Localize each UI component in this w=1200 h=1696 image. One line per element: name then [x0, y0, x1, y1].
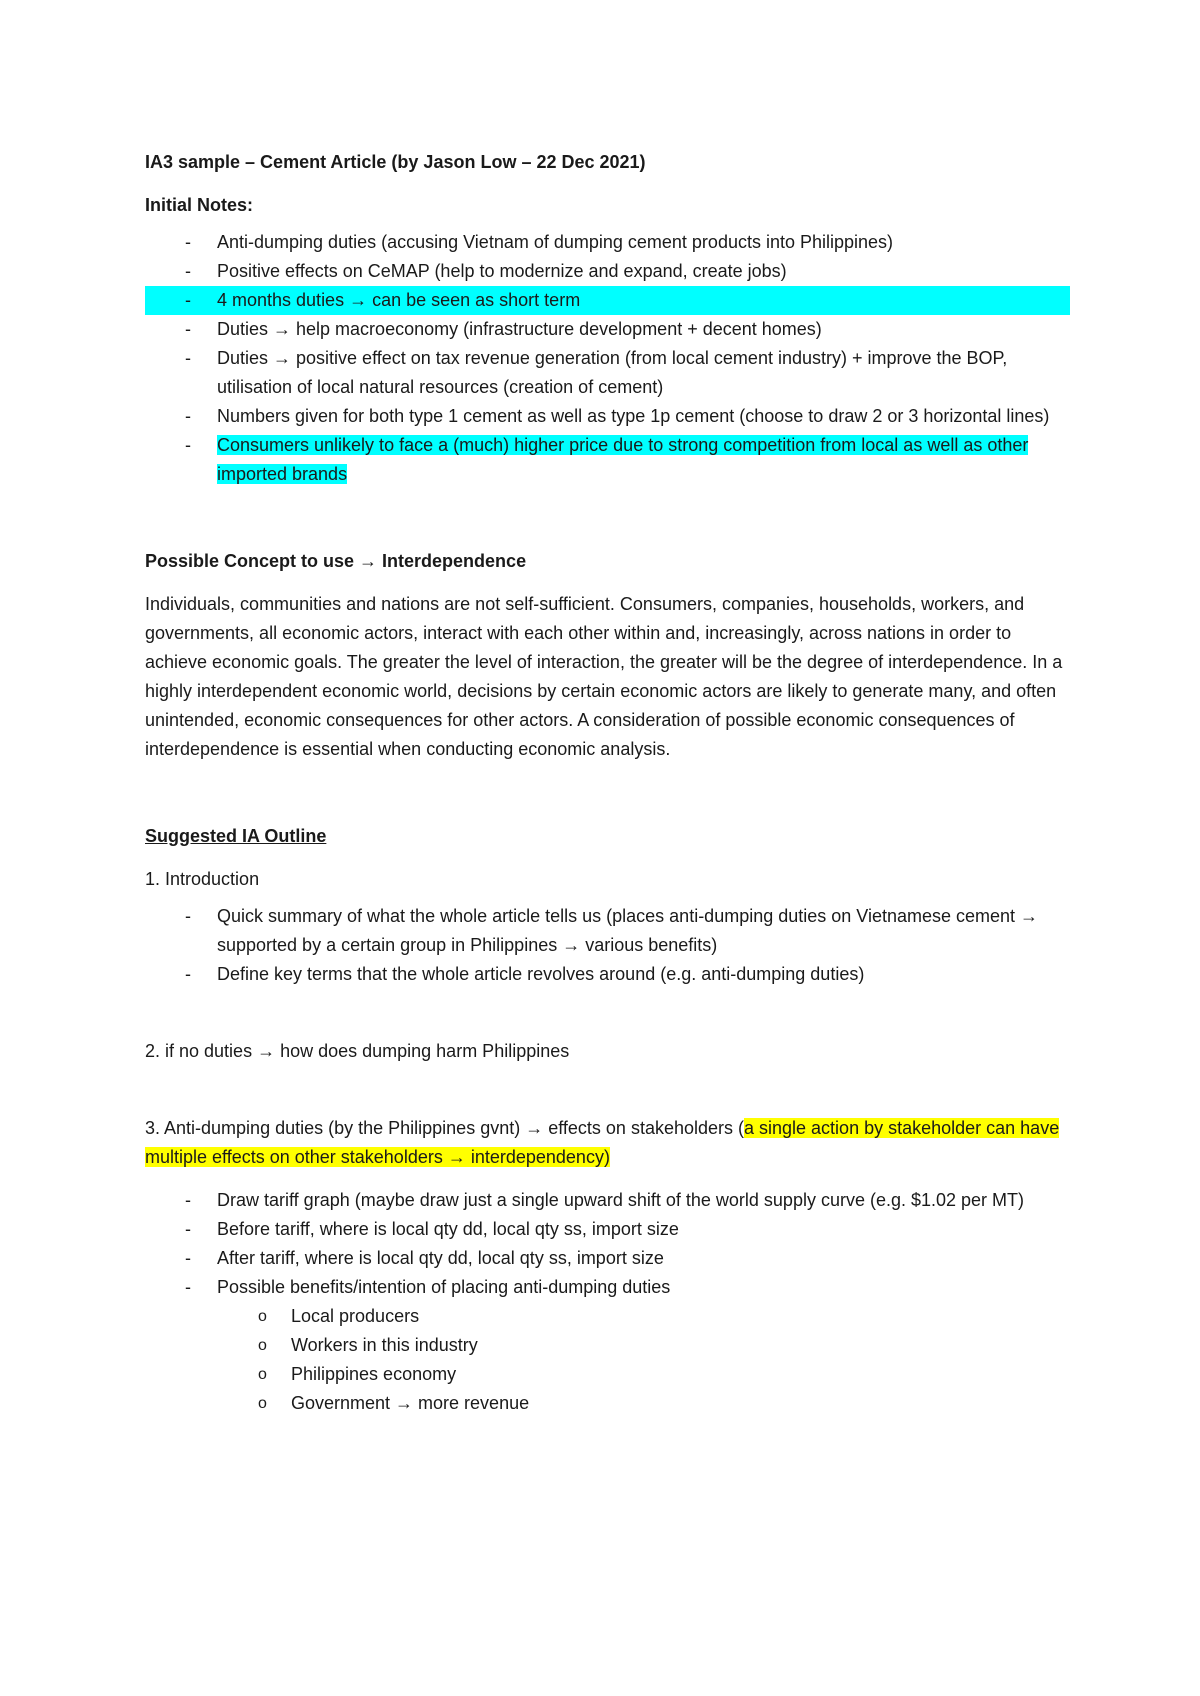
initial-notes-heading: Initial Notes:	[145, 195, 254, 215]
concept-heading: Possible Concept to use → Interdependence	[145, 551, 527, 571]
list-item: - Draw tariff graph (maybe draw just a single upward shift of the world supply curve (e.g. $1.02 per MT)	[145, 1186, 1070, 1215]
initial-notes-list	[145, 228, 1070, 489]
section-3-highlight: a single action by stakeholder can have multiple effects on other stakeholders → interdependency)	[145, 1118, 1060, 1167]
intro-list	[145, 902, 1070, 989]
list-item: - Duties → positive effect on tax revenue generation (from local cement industry) + improve the BOP, utilisation of local natural resources (creation of cement)	[145, 344, 1070, 402]
list-item: - Define key terms that the whole article revolves around (e.g. anti-dumping duties)	[145, 960, 1070, 989]
list-item: - Numbers given for both type 1 cement as well as type 1p cement (choose to draw 2 or 3 horizontal lines)	[145, 402, 1070, 431]
sub-list-item: o Philippines economy	[145, 1360, 1070, 1389]
list-item: - Quick summary of what the whole article tells us (places anti-dumping duties on Vietnamese cement → supported by a certain group in Philippines → various benefits)	[145, 902, 1070, 960]
list-item: - Possible benefits/intention of placing anti-dumping duties	[145, 1273, 1070, 1302]
sub-list-item: o Government → more revenue	[145, 1389, 1070, 1418]
list-item: - 4 months duties → can be seen as short term	[145, 286, 1070, 315]
sub-list-item: o Local producers	[145, 1302, 1070, 1331]
list-item: - Before tariff, where is local qty dd, local qty ss, import size	[145, 1215, 1070, 1244]
list-item: - Consumers unlikely to face a (much) higher price due to strong competition from local as well as other imported brands	[145, 431, 1070, 489]
list-item: - Duties → help macroeconomy (infrastructure development + decent homes)	[145, 315, 1070, 344]
list-item: - Positive effects on CeMAP (help to modernize and expand, create jobs)	[145, 257, 1070, 286]
outline-intro-heading: 1. Introduction	[145, 869, 260, 889]
list-item: - Anti-dumping duties (accusing Vietnam of dumping cement products into Philippines)	[145, 228, 1070, 257]
section-3-list	[145, 1186, 1070, 1302]
list-item: - After tariff, where is local qty dd, local qty ss, import size	[145, 1244, 1070, 1273]
section-3-text: 3. Anti-dumping duties (by the Philippines gvnt) → effects on stakeholders (	[145, 1118, 744, 1138]
sub-list-item: o Workers in this industry	[145, 1331, 1070, 1360]
section-3-sublist	[145, 1302, 1070, 1418]
outline-section-2: 2. if no duties → how does dumping harm Philippines	[145, 1041, 570, 1061]
document-page	[145, 148, 1070, 1418]
concept-body: Individuals, communities and nations are not self-sufficient. Consumers, companies, households, workers, and governments, all economic actors, interact with each other within and, increasingly, across nations in order to achieve economic goals. The greater the level of interaction, the greater will be the degree of interdependence. In a highly interdependent economic world, decisions by certain economic actors are likely to generate many, and often unintended, economic consequences for other actors. A consideration of possible economic consequences of interdependence is essential when conducting economic analysis.	[145, 594, 1063, 759]
outline-heading: Suggested IA Outline	[145, 826, 327, 846]
document-title: IA3 sample – Cement Article (by Jason Low – 22 Dec 2021)	[145, 152, 646, 172]
outline-section-3	[145, 1114, 1070, 1172]
